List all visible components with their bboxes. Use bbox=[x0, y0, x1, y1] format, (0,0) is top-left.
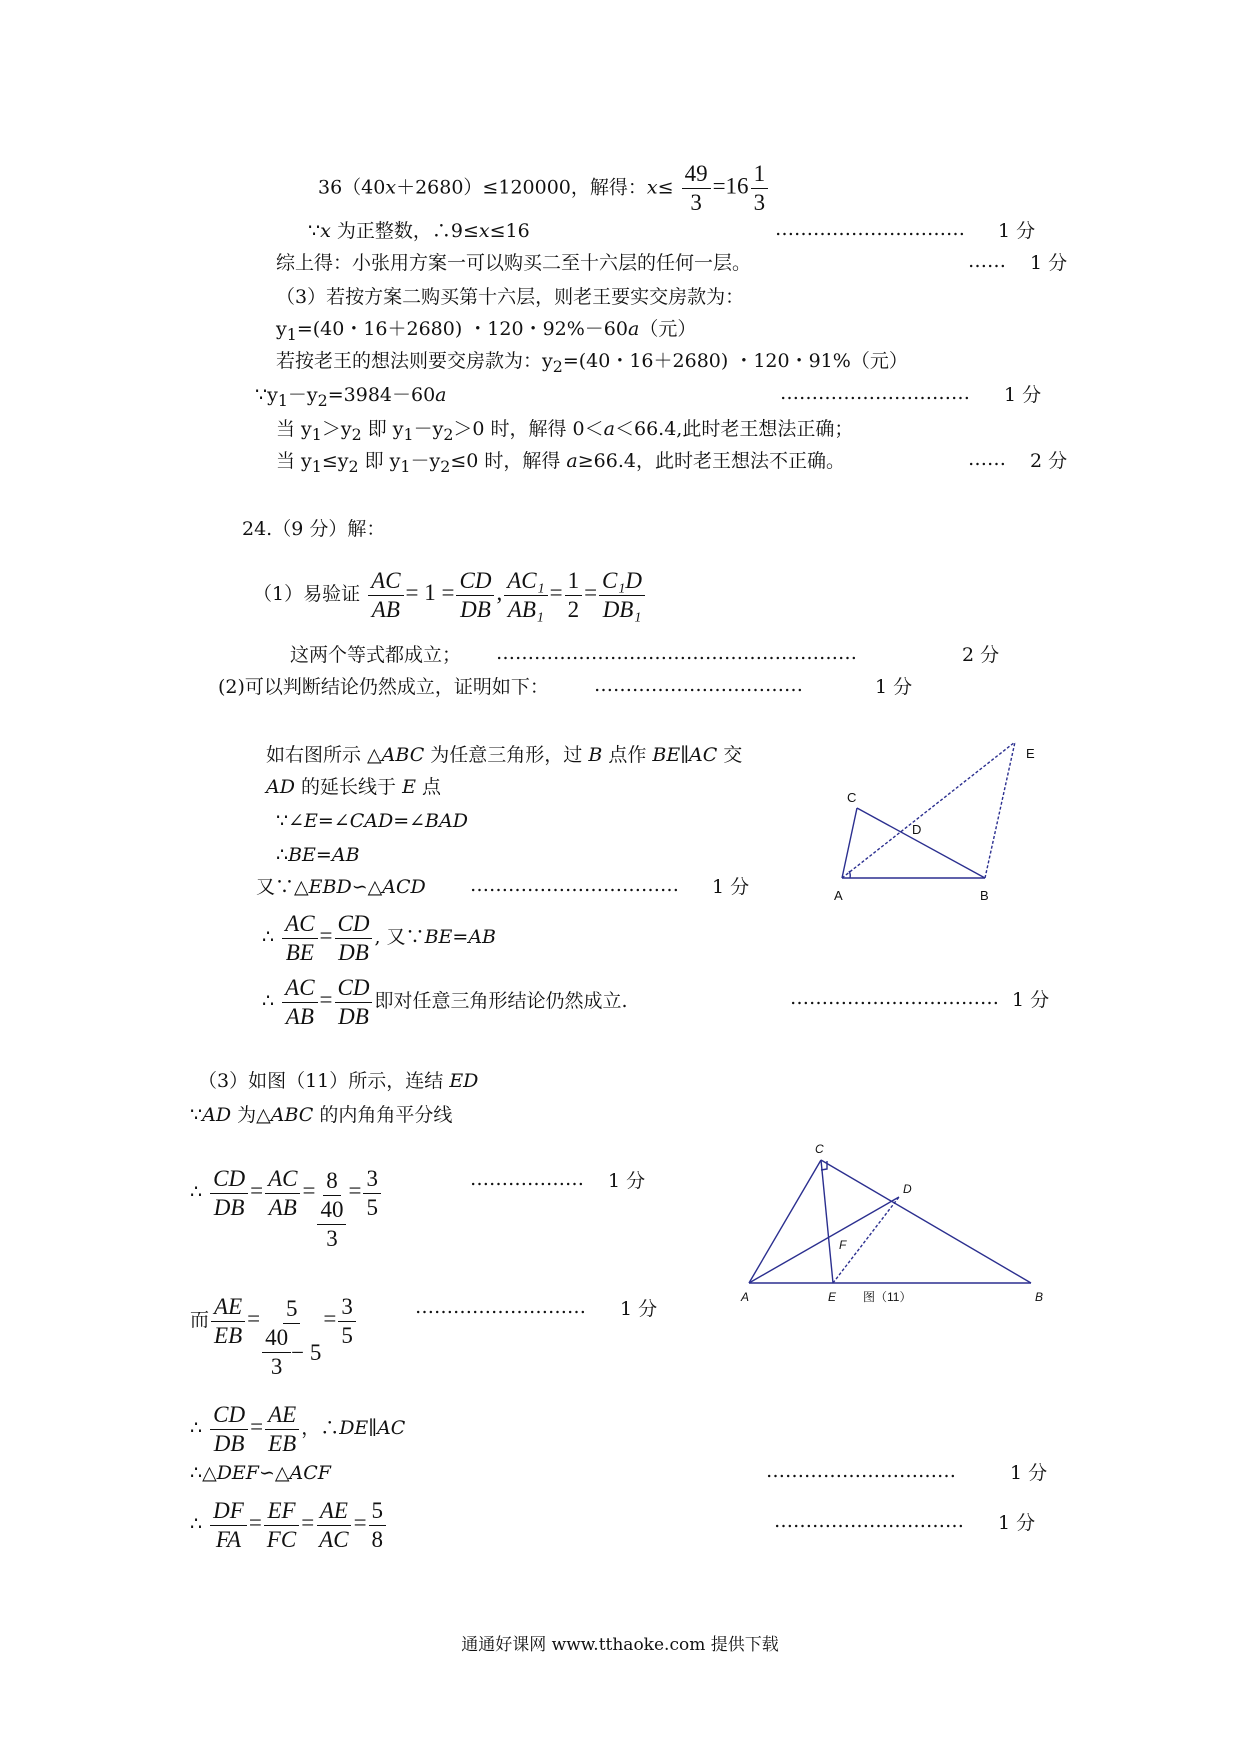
text: 交 bbox=[717, 744, 743, 766]
score: 1 分 bbox=[875, 676, 913, 698]
numerator: 1 bbox=[751, 160, 769, 189]
line-case-greater bbox=[276, 416, 853, 448]
therefore: ∴ bbox=[262, 926, 275, 948]
triangle: DEF∽ bbox=[216, 1462, 275, 1484]
segment-cb bbox=[857, 808, 985, 878]
fraction bbox=[282, 974, 317, 1031]
text: ≤y bbox=[321, 450, 349, 472]
text: （元） bbox=[639, 318, 697, 340]
fraction bbox=[264, 1497, 299, 1554]
text: 36（40 bbox=[318, 176, 386, 199]
score: 1 分 bbox=[998, 1512, 1036, 1534]
text: ≤16 bbox=[489, 220, 530, 242]
equals-one: = 1 = bbox=[405, 580, 455, 605]
denominator: AC bbox=[319, 1526, 349, 1552]
line-part3-intro: （3）若按方案二购买第十六层，则老王要实交房款为： bbox=[276, 286, 745, 308]
score-dots: ………………………… bbox=[766, 1460, 956, 1482]
denominator: 2 bbox=[567, 596, 580, 622]
numerator: C₁D bbox=[599, 567, 645, 596]
text: 点 bbox=[415, 776, 441, 798]
score: 1 分 bbox=[998, 220, 1036, 242]
fraction bbox=[335, 974, 373, 1031]
denominator: 3 bbox=[753, 190, 766, 215]
text: 如右图所示 △ bbox=[266, 744, 382, 766]
segment: AD bbox=[266, 776, 295, 798]
text: ∵ bbox=[190, 1104, 203, 1126]
var-x: x bbox=[478, 220, 490, 242]
equals: = bbox=[247, 1306, 261, 1331]
fraction bbox=[565, 567, 583, 624]
line-proof-extension bbox=[266, 774, 441, 800]
numerator: DF bbox=[210, 1497, 247, 1526]
text: －y bbox=[410, 450, 441, 472]
therefore: ∴ bbox=[190, 1513, 203, 1535]
subscript: 1 bbox=[277, 390, 288, 410]
denominator: 3 bbox=[270, 1354, 283, 1379]
denominator: DB bbox=[213, 1430, 245, 1456]
minus-five: − 5 bbox=[291, 1339, 322, 1365]
numerator: CD bbox=[210, 1165, 248, 1194]
score-dots: …………………………… bbox=[790, 987, 999, 1009]
fraction bbox=[210, 1165, 248, 1222]
fraction-1-3 bbox=[751, 160, 769, 217]
text: 即 y bbox=[361, 418, 404, 440]
segment: ED bbox=[449, 1070, 479, 1092]
question-24-heading: 24.（9 分）解： bbox=[242, 518, 386, 540]
text: 即对任意三角形结论仍然成立. bbox=[374, 990, 628, 1012]
fraction bbox=[363, 1165, 381, 1222]
segment-cb bbox=[821, 1160, 1031, 1283]
line-part3-parallel bbox=[190, 1396, 405, 1459]
numerator: CD bbox=[335, 974, 373, 1003]
equals: = bbox=[302, 1178, 316, 1203]
text: 为任意三角形，过 bbox=[424, 744, 589, 766]
text: 的延长线于 bbox=[294, 776, 403, 798]
numerator: 3 bbox=[363, 1165, 381, 1194]
therefore: ∴ bbox=[190, 1417, 203, 1439]
line-x-integer bbox=[308, 218, 530, 244]
label-b: B bbox=[980, 888, 989, 903]
figure-triangle-abc-extended bbox=[820, 730, 1060, 910]
denominator: AB bbox=[371, 596, 400, 622]
score: 2 分 bbox=[1030, 450, 1068, 472]
text: ≥66.4，此时老王想法不正确。 bbox=[577, 450, 845, 472]
subscript: 2 bbox=[348, 456, 359, 476]
numerator: 5 bbox=[283, 1295, 301, 1324]
subscript: 2 bbox=[443, 424, 454, 444]
label-e: E bbox=[828, 1290, 837, 1304]
fraction bbox=[265, 1401, 299, 1458]
text: ≤ bbox=[657, 176, 674, 199]
triangle: EBD∽ bbox=[308, 876, 368, 898]
text: ＋2680）≤120000，解得： bbox=[396, 176, 647, 199]
line-part2-claim: (2)可以判断结论仍然成立，证明如下： bbox=[218, 676, 549, 698]
score-dots: …… bbox=[968, 250, 1006, 272]
numerator: AC bbox=[265, 1165, 300, 1194]
equals: = bbox=[584, 580, 598, 605]
subscript: 2 bbox=[317, 390, 328, 410]
equation: BE=AB bbox=[424, 926, 496, 948]
line-proof-angles bbox=[276, 808, 468, 834]
denominator: DB₁ bbox=[602, 596, 642, 622]
score-dots: ………………………… bbox=[775, 218, 965, 240]
line-part3-ratio-cd-db bbox=[190, 1150, 383, 1251]
angles: ∠E=∠CAD=∠BAD bbox=[288, 810, 468, 832]
denominator: AB bbox=[285, 1003, 314, 1029]
line-proof-setup bbox=[266, 742, 742, 768]
numerator: CD bbox=[210, 1401, 248, 1430]
complex-fraction bbox=[317, 1167, 346, 1253]
score-dots: ………………………………………………… bbox=[496, 642, 857, 664]
denominator: DB bbox=[338, 939, 369, 965]
var-x: x bbox=[385, 176, 397, 199]
numerator: 40 bbox=[317, 1196, 346, 1225]
equals: = bbox=[319, 923, 333, 948]
score-dots: …… bbox=[968, 448, 1006, 470]
line-case-less bbox=[276, 448, 845, 480]
point: B bbox=[588, 744, 603, 766]
text: △ bbox=[274, 1462, 290, 1484]
text: ＞y bbox=[321, 418, 352, 440]
var-a: a bbox=[603, 418, 615, 440]
label-d: D bbox=[912, 822, 922, 837]
line-both-hold: 这两个等式都成立； bbox=[290, 644, 462, 666]
text: 又∵△ bbox=[256, 876, 309, 898]
numerator: CD bbox=[456, 567, 494, 596]
label-c: C bbox=[847, 790, 857, 805]
denominator: 5 bbox=[366, 1194, 378, 1220]
score: 1 分 bbox=[608, 1170, 646, 1192]
triangle-name: ABC bbox=[381, 744, 425, 766]
var-a: a bbox=[435, 384, 447, 406]
equals-16: =16 bbox=[712, 173, 749, 199]
text: ≤0 时，解得 bbox=[450, 450, 567, 472]
text: ∴ bbox=[276, 844, 289, 866]
text: ＞0 时，解得 0＜ bbox=[453, 418, 604, 440]
score: 1 分 bbox=[1010, 1462, 1048, 1484]
fraction-49-3 bbox=[682, 160, 711, 217]
therefore: ∴ bbox=[262, 990, 275, 1012]
denominator: DB bbox=[338, 1003, 369, 1029]
point: E bbox=[402, 776, 416, 798]
text: 即 y bbox=[358, 450, 401, 472]
line-part3-connect bbox=[198, 1068, 478, 1094]
footer-credit: 通通好课网 www.tthaoke.com 提供下载 bbox=[461, 1635, 779, 1655]
text: 为△ bbox=[231, 1104, 271, 1126]
score-dots: ………………………… bbox=[780, 382, 970, 404]
score-dots: ……………………… bbox=[415, 1296, 586, 1318]
numerator: AE bbox=[211, 1293, 245, 1322]
numerator: AE bbox=[265, 1401, 299, 1430]
denominator: BE bbox=[285, 939, 314, 965]
numerator: AC₁ bbox=[504, 567, 547, 596]
text: （3）如图（11）所示，连结 bbox=[198, 1070, 450, 1092]
text: （1）易验证 bbox=[253, 583, 361, 605]
line-y1 bbox=[276, 316, 696, 348]
denominator: EB bbox=[268, 1430, 297, 1456]
fraction bbox=[210, 1497, 247, 1554]
subscript: 2 bbox=[351, 424, 362, 444]
numerator: 40 bbox=[262, 1324, 291, 1353]
subscript: 2 bbox=[440, 456, 451, 476]
line-inequality-solve bbox=[318, 160, 770, 217]
figure-caption: 图（11） bbox=[863, 1290, 912, 1304]
score-dots: …………………………… bbox=[594, 674, 803, 696]
line-part3-bisector bbox=[190, 1102, 452, 1128]
therefore: ∴ bbox=[190, 1181, 203, 1203]
subscript: 1 bbox=[311, 424, 322, 444]
numerator: AC bbox=[282, 974, 317, 1003]
subscript: 1 bbox=[403, 424, 414, 444]
segment: AD bbox=[202, 1104, 232, 1126]
var-a: a bbox=[566, 450, 578, 472]
equals: = bbox=[549, 580, 563, 605]
text: 的内角角平分线 bbox=[313, 1104, 453, 1126]
triangle: ACD bbox=[382, 876, 426, 898]
label-d: D bbox=[903, 1182, 912, 1196]
denominator: 5 bbox=[341, 1322, 353, 1348]
denominator: DB bbox=[213, 1194, 245, 1220]
text: =(40・16＋2680) ・120・92%－60 bbox=[296, 318, 628, 340]
text: ＜66.4,此时老王想法正确； bbox=[614, 418, 854, 440]
line-part3-ratio-ae-eb bbox=[190, 1278, 358, 1379]
line-y2 bbox=[276, 348, 908, 380]
equals: = bbox=[319, 987, 333, 1012]
text: =3984－60 bbox=[327, 384, 436, 406]
line-part3-final-ratio bbox=[190, 1492, 388, 1555]
score-dots: ………………………… bbox=[774, 1510, 964, 1532]
equals: = bbox=[250, 1414, 264, 1439]
numerator: EF bbox=[264, 1497, 298, 1526]
denominator: EB bbox=[214, 1322, 243, 1348]
numerator: AC bbox=[282, 910, 317, 939]
equals: = bbox=[301, 1510, 315, 1535]
numerator: 8 bbox=[323, 1167, 341, 1196]
equals: = bbox=[323, 1306, 337, 1331]
angle-arc bbox=[849, 871, 850, 878]
line-proof-ratio1 bbox=[262, 905, 496, 968]
subscript: 1 bbox=[311, 456, 322, 476]
numerator: 5 bbox=[369, 1497, 387, 1526]
line-part3-similar bbox=[190, 1460, 331, 1486]
denominator: FA bbox=[215, 1526, 242, 1552]
score: 1 分 bbox=[712, 876, 750, 898]
text: ∵ bbox=[276, 810, 289, 832]
line-part1-verify: （1）易验证 $\frac{AC}{AB}$ = 1 = $\frac{CD}{DB}$ , $\frac{\text{AC₁}}{\text{AB₁}}$ = $\frac{1}{2}$ = $\frac{\text{C₁D}}{\text{DB₁}}$ bbox=[253, 562, 647, 625]
text: 当 y bbox=[276, 450, 312, 472]
numerator: AE bbox=[317, 1497, 351, 1526]
line-proof-similar bbox=[256, 874, 426, 900]
label-e: E bbox=[1026, 746, 1035, 761]
numerator: AC bbox=[368, 567, 403, 596]
label-c: C bbox=[815, 1142, 824, 1156]
denominator: FC bbox=[266, 1526, 297, 1552]
fraction bbox=[282, 910, 317, 967]
numerator: CD bbox=[335, 910, 373, 939]
denominator: 3 bbox=[326, 1226, 338, 1251]
text: －y bbox=[413, 418, 444, 440]
denominator: DB bbox=[460, 596, 491, 622]
fraction bbox=[599, 567, 645, 624]
fraction bbox=[456, 567, 494, 624]
label-b: B bbox=[1035, 1290, 1044, 1304]
text: =(40・16＋2680) ・120・91%（元） bbox=[562, 350, 908, 372]
fraction bbox=[369, 1497, 387, 1554]
numerator: 1 bbox=[565, 567, 583, 596]
text: －y bbox=[287, 384, 318, 406]
fraction bbox=[504, 567, 547, 624]
fraction bbox=[265, 1165, 300, 1222]
line-conclusion: 综上得：小张用方案一可以购买二至十六层的任何一层。 bbox=[276, 252, 752, 274]
equals: = bbox=[348, 1178, 362, 1203]
equals: = bbox=[250, 1178, 264, 1203]
label-a: A bbox=[834, 888, 843, 903]
equation: BE=AB bbox=[288, 844, 360, 866]
text: 为正整数，∴9≤ bbox=[330, 220, 479, 242]
fraction bbox=[368, 567, 403, 624]
subscript: 2 bbox=[552, 356, 563, 376]
segment-ac bbox=[749, 1160, 821, 1283]
segment-ad bbox=[749, 1197, 899, 1283]
line-proof-ratio2 bbox=[262, 969, 628, 1032]
numerator: 49 bbox=[682, 160, 711, 189]
text: , 又∵ bbox=[374, 926, 425, 948]
text: y bbox=[276, 318, 287, 340]
var-x: x bbox=[646, 176, 658, 199]
line-y1-minus-y2 bbox=[255, 382, 447, 414]
line-proof-be-ab bbox=[276, 842, 360, 868]
score-dots: ……………… bbox=[470, 1168, 584, 1190]
denominator: AB₁ bbox=[507, 596, 544, 622]
fraction bbox=[338, 1293, 356, 1350]
text: ，∴ bbox=[301, 1417, 340, 1439]
score: 2 分 bbox=[962, 644, 1000, 666]
var-x: x bbox=[320, 220, 331, 242]
denominator: 8 bbox=[371, 1526, 384, 1552]
subscript: 1 bbox=[400, 456, 411, 476]
subscript: 1 bbox=[286, 324, 297, 344]
score: 1 分 bbox=[1012, 989, 1050, 1011]
triangle: ACF bbox=[289, 1462, 331, 1484]
text: ∵ bbox=[308, 220, 321, 242]
label-f: F bbox=[839, 1238, 847, 1252]
score: 1 分 bbox=[1030, 252, 1068, 274]
numerator: 3 bbox=[338, 1293, 356, 1322]
complex-fraction bbox=[262, 1295, 321, 1381]
text: ∵y bbox=[255, 384, 278, 406]
denominator: AB bbox=[268, 1194, 297, 1220]
fraction bbox=[316, 1497, 351, 1554]
denominator: 3 bbox=[690, 190, 702, 215]
text: 当 y bbox=[276, 418, 312, 440]
text: 而 bbox=[190, 1309, 210, 1331]
equals: = bbox=[353, 1510, 367, 1535]
text: ∴△ bbox=[190, 1462, 217, 1484]
figure-11-triangle bbox=[735, 1135, 1055, 1310]
triangle: ABC bbox=[270, 1104, 314, 1126]
fraction bbox=[335, 910, 373, 967]
text: 点作 bbox=[602, 744, 653, 766]
fraction bbox=[210, 1401, 248, 1458]
label-a: A bbox=[741, 1290, 750, 1304]
score: 1 分 bbox=[1004, 384, 1042, 406]
inner-fraction bbox=[317, 1196, 346, 1253]
fraction bbox=[211, 1293, 245, 1350]
var-a: a bbox=[627, 318, 640, 340]
segment-ce bbox=[821, 1160, 833, 1283]
score: 1 分 bbox=[620, 1298, 658, 1320]
inner-fraction bbox=[262, 1324, 291, 1381]
score-dots: …………………………… bbox=[470, 874, 679, 896]
parallel: BE∥AC bbox=[652, 744, 718, 766]
text: △ bbox=[367, 876, 383, 898]
equals: = bbox=[248, 1510, 262, 1535]
text: 若按老王的想法则要交房款为：y bbox=[276, 350, 553, 372]
parallel: DE∥AC bbox=[339, 1417, 406, 1439]
